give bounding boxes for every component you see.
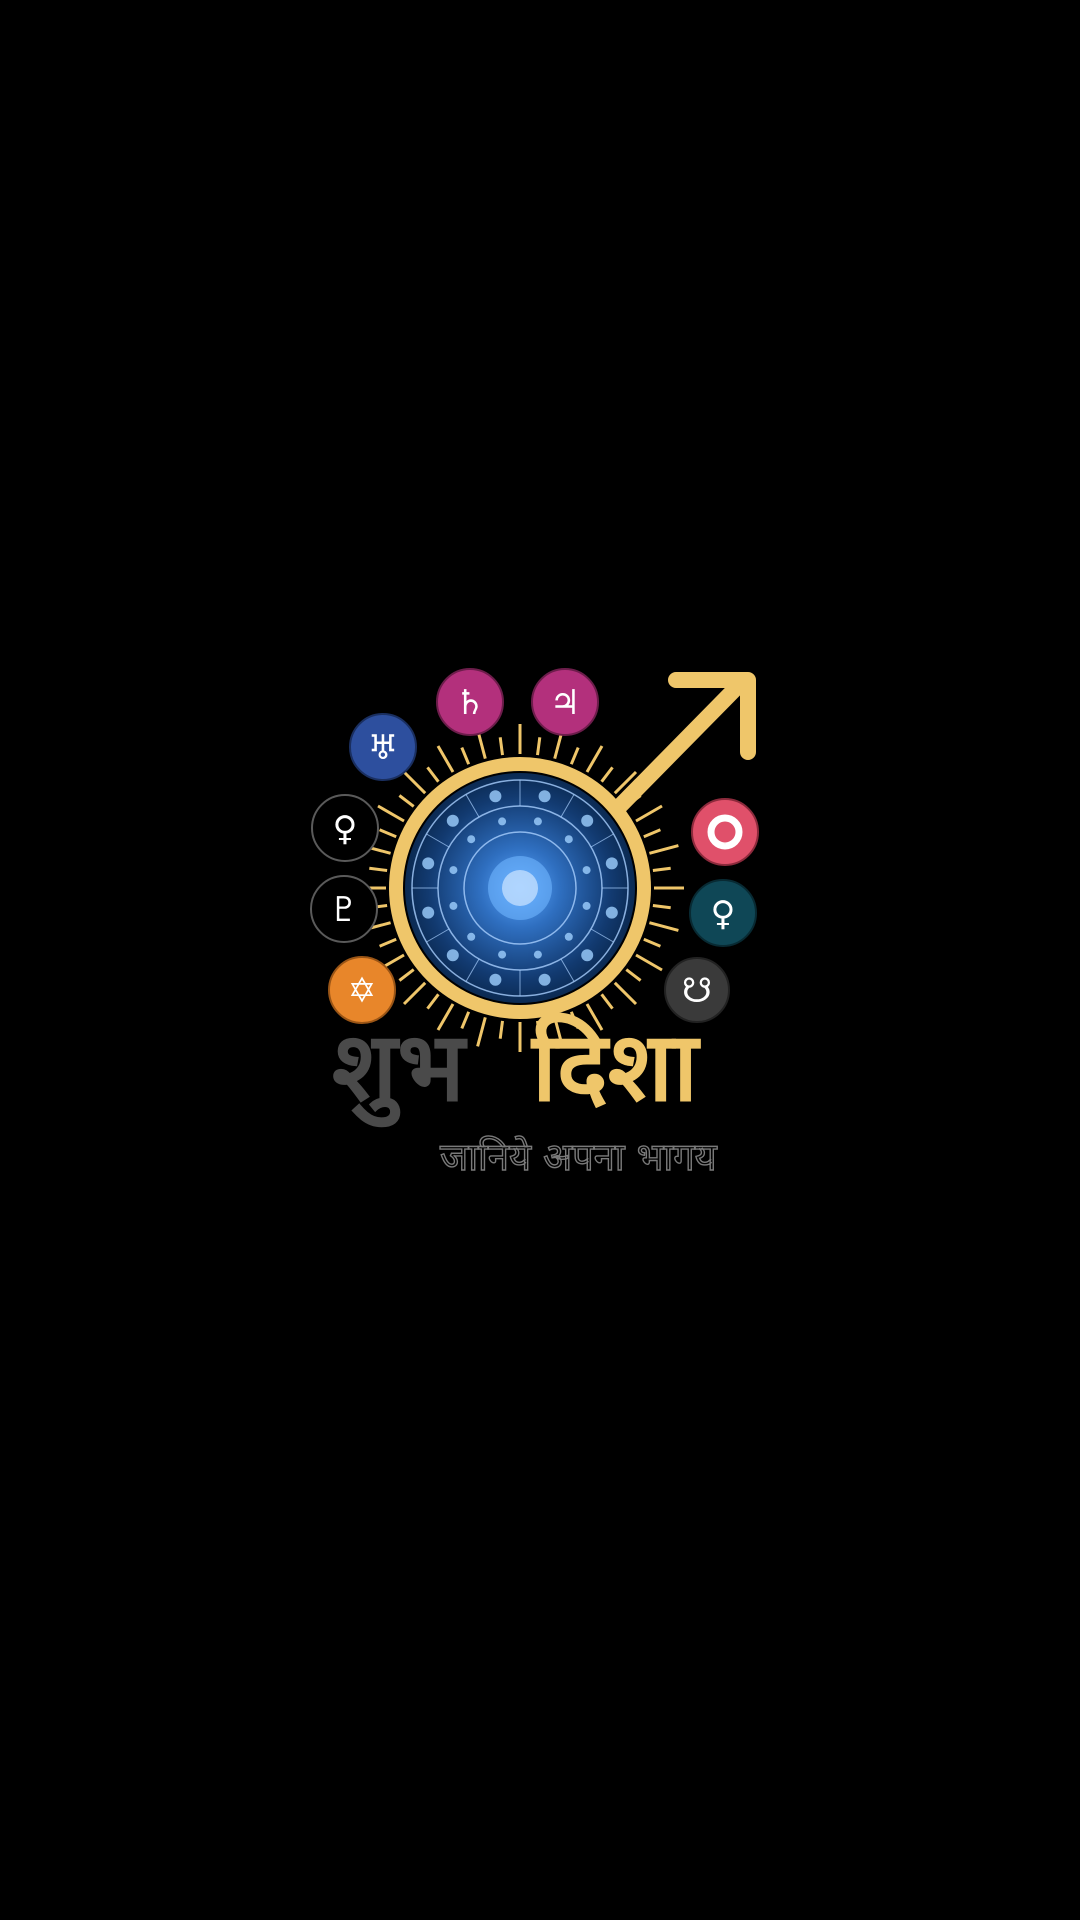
planet-jupiter (532, 669, 598, 735)
tagline: जानिये अपना भागय (440, 1135, 717, 1179)
title-part2: दिशा (532, 1011, 698, 1123)
app-logo (300, 660, 780, 1220)
planet-venus (312, 795, 378, 861)
jupiter-icon: ♃ (549, 683, 581, 723)
planet-uranus (350, 714, 416, 780)
star-of-david-icon: ✡ (347, 971, 377, 1011)
sun-icon: ○ (724, 844, 726, 845)
pluto-icon: ♇ (328, 890, 360, 930)
zodiac-wheel-icon (405, 773, 635, 1003)
planet-pluto (311, 876, 377, 942)
title-part1: शुभ (332, 1011, 465, 1123)
uranus-icon: ♅ (367, 728, 399, 768)
planet-sun (692, 799, 758, 865)
venus-icon: ♀ (332, 809, 358, 849)
logo-graphic (300, 660, 780, 1220)
planet-venus-teal (690, 880, 756, 946)
saturn-icon: ♄ (454, 683, 486, 723)
venus-teal-icon: ♀ (710, 894, 736, 934)
ketu-icon: ☋ (681, 971, 713, 1011)
mars-arrow-icon (618, 680, 748, 808)
planet-saturn (437, 669, 503, 735)
